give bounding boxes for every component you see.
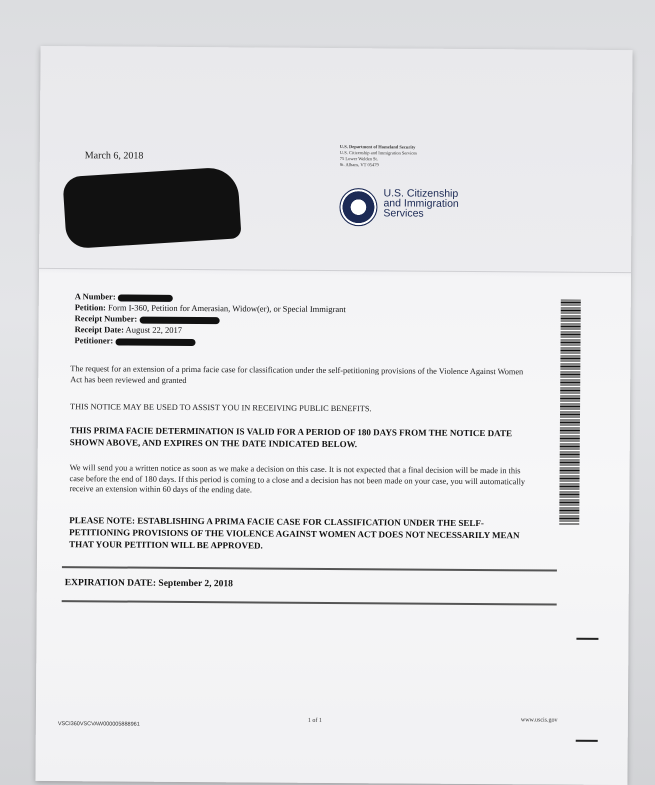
petitioner-row [74,335,345,348]
dhs-seal-icon [339,188,377,226]
redacted-petitioner [115,338,195,346]
petitioner-label: Petitioner: [74,335,114,346]
notice-letter [35,46,632,785]
divider-bottom [62,600,557,605]
petition-value: Form I-360, Petition for Amerasian, Widow(er), or Special Immigrant [108,302,346,315]
receipt-date-label: Receipt Date: [74,324,124,335]
agency-address [340,144,417,169]
receipt-number-label: Receipt Number: [74,313,138,324]
agency-city: St. Albans, VT 05479 [339,162,379,168]
logo-line-2: and Immigration [383,197,459,210]
please-note-paragraph: PLEASE NOTE: ESTABLISHING A PRIMA FACIE CASE FOR CLASSIFICATION UNDER THE SELF-PETITIONING PROVISIONS OF THE VIOLENCE AGAINST WOMEN ACT DOES NOT NECESSARILY MEAN THAT YOUR PETITION WILL BE APPROVED. [69,515,520,551]
case-fields [74,291,345,348]
agency-name: U.S. Citizenship and Immigration Services [339,150,418,156]
agency-street: 75 Lower Welden St. [339,156,378,162]
extension-paragraph: The request for an extension of a prima facie case for classification under the self-petitioning provisions of the Violence Against Women Act has been reviewed and granted [70,364,524,385]
page-number: 1 of 1 [307,717,322,724]
barcode [559,300,581,525]
a-number-label: A Number: [74,291,116,302]
logo-line-1: U.S. Citizenship [383,187,459,200]
redacted-a-number [118,294,173,301]
decision-paragraph: We will send you a written notice as soon as we make a decision on this case. It is not expected that a final decision will be made in this case before the end of 180 days. If this period is coming to a close and a decision has not been made on your case, you will automatically receive an extension within 60 days of the ending date. [69,463,526,495]
fold-crease [39,268,631,273]
petition-label: Petition: [74,302,106,313]
redacted-address [62,166,241,249]
agency-department: U.S. Department of Homeland Security [339,144,416,150]
uscis-logo-text [383,188,459,219]
validity-notice: THIS PRIMA FACIE DETERMINATION IS VALID FOR A PERIOD OF 180 DAYS FROM THE NOTICE DATE SHOWN ABOVE, AND EXPIRES ON THE DATE INDICATED BELOW. [69,425,513,449]
divider-top [62,566,557,571]
expiration-date: EXPIRATION DATE: September 2, 2018 [64,578,233,590]
redacted-receipt-number [139,316,219,324]
fold-mark-lower [576,740,598,742]
public-benefits-notice: THIS NOTICE MAY BE USED TO ASSIST YOU IN RECEIVING PUBLIC BENEFITS. [70,402,372,414]
fold-mark-upper [576,638,598,640]
website-url: www.uscis.gov [520,717,558,724]
letter-date: March 6, 2018 [84,150,144,162]
form-code: VSCI360VSCVAW000005888961 [57,721,140,728]
logo-line-3: Services [383,207,424,220]
receipt-date-value: August 22, 2017 [125,324,183,335]
